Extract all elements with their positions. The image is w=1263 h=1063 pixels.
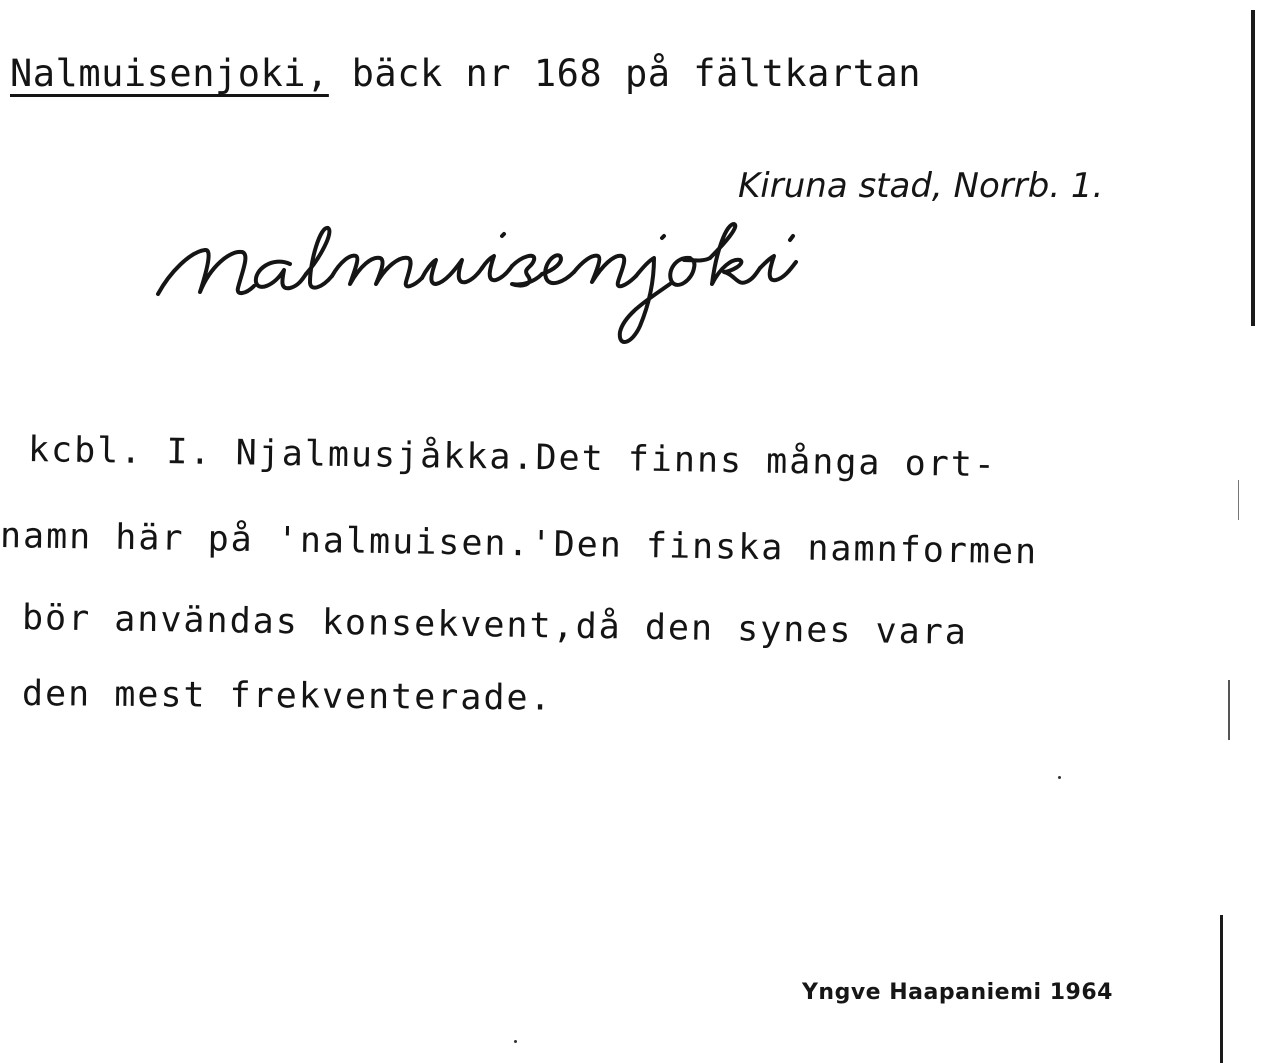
handwritten-name	[150, 222, 910, 352]
signature: Yngve Haapaniemi 1964	[802, 980, 1113, 1005]
scan-edge-mark	[1228, 680, 1230, 740]
scan-edge-mark	[1251, 10, 1255, 326]
handwriting-drawing	[150, 222, 910, 352]
body-line: namn här på 'nalmuisen.'Den finska namnformen	[0, 516, 1039, 573]
headword: Nalmuisenjoki,	[10, 52, 329, 95]
header-description: bäck nr 168 på fältkartan	[328, 52, 922, 95]
body-line: bör användas konsekvent,då den synes vara	[21, 598, 969, 653]
body-line: kcbl. I. Njalmusjåkka.Det finns många ort-	[27, 430, 998, 486]
scan-speck	[514, 1040, 517, 1043]
card-header	[10, 52, 921, 95]
location-label: Kiruna stad, Norrb. 1.	[738, 166, 1104, 206]
body-line: den mest frekventerade.	[21, 674, 553, 719]
scan-edge-mark	[1238, 480, 1239, 520]
scan-edge-mark	[1220, 915, 1223, 1063]
scan-speck	[1058, 776, 1061, 779]
